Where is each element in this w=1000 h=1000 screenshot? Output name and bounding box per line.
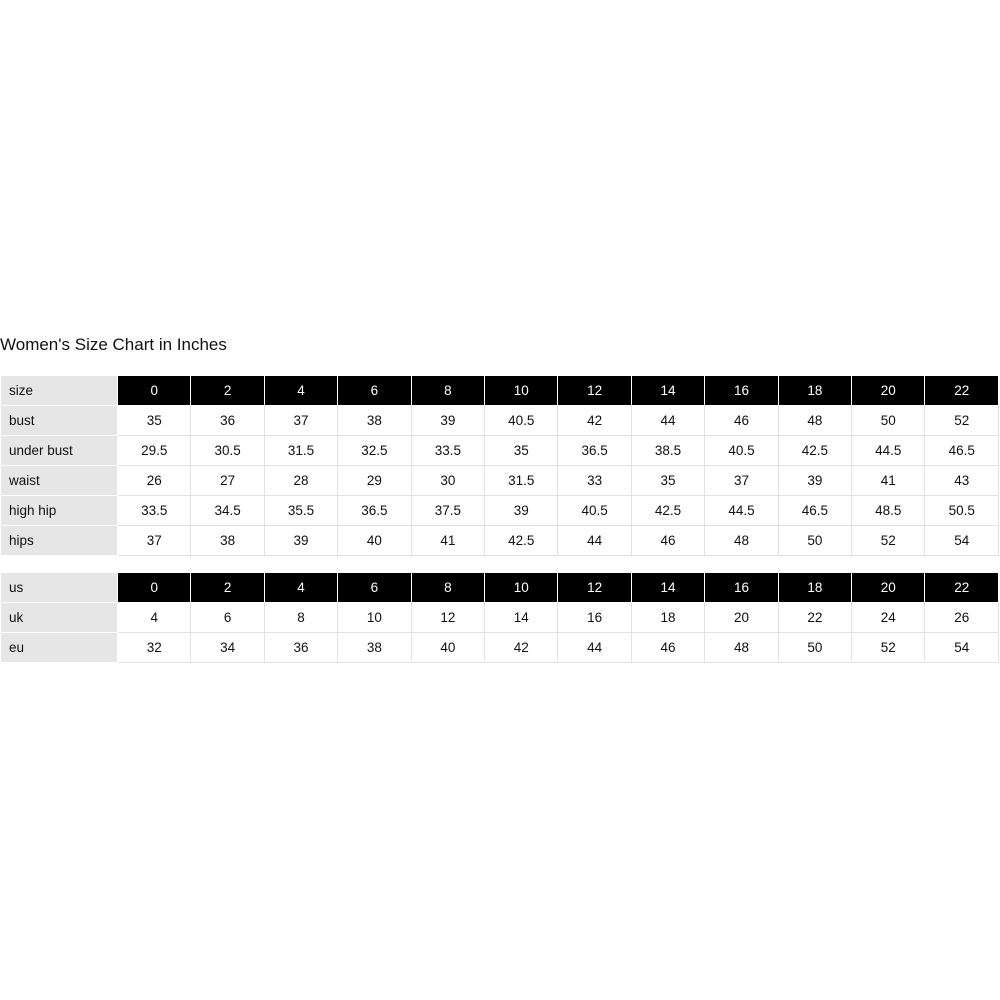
table-cell: 37 [118,526,191,556]
size-header-cell: 18 [778,376,851,406]
table-cell: 35.5 [264,496,337,526]
table-cell: 29.5 [118,436,191,466]
size-measurements-table [0,375,999,556]
row-label-size: size [1,376,118,406]
size-header-cell: 2 [191,376,264,406]
table-row [1,633,999,663]
size-header-cell: 8 [411,573,484,603]
table-cell: 36.5 [338,496,411,526]
size-header-cell: 4 [264,573,337,603]
size-header-cell: 14 [631,573,704,603]
size-header-cell: 10 [485,573,558,603]
size-header-cell: 20 [852,573,925,603]
row-label-high-hip: high hip [1,496,118,526]
size-header-cell: 6 [338,376,411,406]
size-header-cell: 12 [558,376,631,406]
table-header-row [1,573,999,603]
table-cell: 48 [778,406,851,436]
table-cell: 39 [485,496,558,526]
table-row [1,436,999,466]
table-cell: 35 [118,406,191,436]
size-header-cell: 4 [264,376,337,406]
table-cell: 27 [191,466,264,496]
table-cell: 50 [778,526,851,556]
table-cell: 33 [558,466,631,496]
table-cell: 44.5 [852,436,925,466]
table-cell: 42 [485,633,558,663]
table-cell: 54 [925,633,999,663]
table-cell: 37 [705,466,778,496]
size-header-cell: 0 [118,376,191,406]
table-cell: 39 [264,526,337,556]
table-cell: 26 [118,466,191,496]
table-cell: 44 [631,406,704,436]
size-header-cell: 16 [705,376,778,406]
table-cell: 48 [705,526,778,556]
size-header-cell: 16 [705,573,778,603]
table-cell: 30.5 [191,436,264,466]
table-cell: 8 [264,603,337,633]
table-cell: 52 [852,526,925,556]
page-title: Women's Size Chart in Inches [0,335,227,354]
table-header-row [1,376,999,406]
table-cell: 40.5 [705,436,778,466]
row-label-us: us [1,573,118,603]
table-cell: 36.5 [558,436,631,466]
size-header-cell: 8 [411,376,484,406]
table-cell: 20 [705,603,778,633]
table-row [1,406,999,436]
table-cell: 28 [264,466,337,496]
table-cell: 16 [558,603,631,633]
table-cell: 54 [925,526,999,556]
table-cell: 18 [631,603,704,633]
size-header-cell: 22 [925,573,999,603]
table-cell: 50 [852,406,925,436]
row-label-uk: uk [1,603,118,633]
table-cell: 48.5 [852,496,925,526]
row-label-bust: bust [1,406,118,436]
table-cell: 33.5 [411,436,484,466]
table-cell: 39 [411,406,484,436]
row-label-under-bust: under bust [1,436,118,466]
table-cell: 46 [631,633,704,663]
table-cell: 50.5 [925,496,999,526]
table-cell: 40 [411,633,484,663]
size-header-cell: 20 [852,376,925,406]
table-cell: 42.5 [778,436,851,466]
table-cell: 48 [705,633,778,663]
table-cell: 35 [485,436,558,466]
table-cell: 44 [558,633,631,663]
table-cell: 35 [631,466,704,496]
size-conversion-table [0,572,999,663]
table-cell: 12 [411,603,484,633]
size-header-cell: 14 [631,376,704,406]
table-cell: 44.5 [705,496,778,526]
table-cell: 34.5 [191,496,264,526]
row-label-waist: waist [1,466,118,496]
table-cell: 4 [118,603,191,633]
table-cell: 32 [118,633,191,663]
table-cell: 33.5 [118,496,191,526]
row-label-hips: hips [1,526,118,556]
table-cell: 36 [191,406,264,436]
table-cell: 43 [925,466,999,496]
table-cell: 10 [338,603,411,633]
table-cell: 14 [485,603,558,633]
table-cell: 37.5 [411,496,484,526]
table-cell: 38.5 [631,436,704,466]
size-header-cell: 6 [338,573,411,603]
table-cell: 42.5 [485,526,558,556]
table-row [1,526,999,556]
table-cell: 34 [191,633,264,663]
table-row [1,466,999,496]
table-cell: 44 [558,526,631,556]
table-cell: 31.5 [264,436,337,466]
size-header-cell: 2 [191,573,264,603]
table-cell: 31.5 [485,466,558,496]
table-cell: 46 [631,526,704,556]
size-header-cell: 18 [778,573,851,603]
table-cell: 26 [925,603,999,633]
table-cell: 50 [778,633,851,663]
table-cell: 41 [411,526,484,556]
table-cell: 40.5 [558,496,631,526]
table-cell: 52 [852,633,925,663]
size-header-cell: 0 [118,573,191,603]
table-cell: 46 [705,406,778,436]
table-cell: 32.5 [338,436,411,466]
size-header-cell: 22 [925,376,999,406]
table-row [1,496,999,526]
row-label-eu: eu [1,633,118,663]
table-cell: 39 [778,466,851,496]
table-cell: 30 [411,466,484,496]
table-cell: 41 [852,466,925,496]
table-cell: 36 [264,633,337,663]
table-cell: 38 [338,406,411,436]
table-cell: 24 [852,603,925,633]
table-cell: 22 [778,603,851,633]
table-cell: 29 [338,466,411,496]
table-cell: 42.5 [631,496,704,526]
table-cell: 40 [338,526,411,556]
table-cell: 46.5 [925,436,999,466]
table-cell: 52 [925,406,999,436]
table-cell: 38 [191,526,264,556]
size-header-cell: 12 [558,573,631,603]
table-cell: 37 [264,406,337,436]
size-header-cell: 10 [485,376,558,406]
table-cell: 46.5 [778,496,851,526]
table-row [1,603,999,633]
table-cell: 38 [338,633,411,663]
table-cell: 42 [558,406,631,436]
table-cell: 6 [191,603,264,633]
table-cell: 40.5 [485,406,558,436]
